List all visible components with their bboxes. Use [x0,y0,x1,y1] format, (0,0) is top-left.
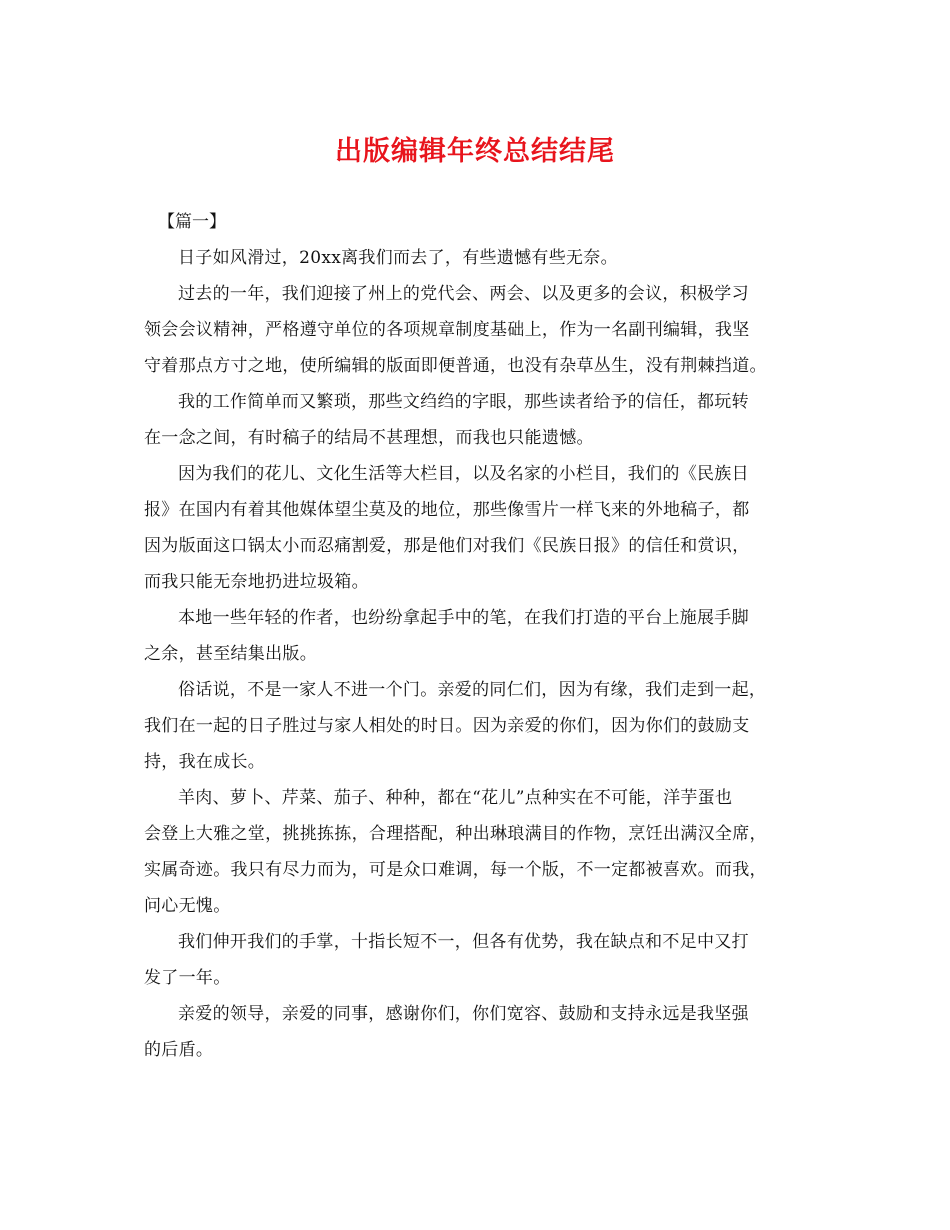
paragraph-line: 实属奇迹。我只有尽力而为，可是众口难调，每一个版，不一定都被喜欢。而我， [144,860,767,880]
paragraph-line: 持，我在成长。 [144,752,266,772]
paragraph-line: 我们在一起的日子胜过与家人相处的时日。因为亲爱的你们，因为你们的鼓励支 [144,716,750,736]
paragraph-line: 报》在国内有着其他媒体望尘莫及的地位，那些像雪片一样飞来的外地稿子，都 [144,500,750,520]
paragraph-line: 之余，甚至结集出版。 [144,644,317,664]
paragraph [144,780,814,924]
paragraph-line: 守着那点方寸之地，使所编辑的版面即便普通，也没有杂草丛生，没有荆棘挡道。 [144,356,767,376]
paragraph-line: 我们伸开我们的手掌，十指长短不一，但各有优势，我在缺点和不足中又打 [178,932,749,952]
paragraph-line: 因为版面这口锅太小而忍痛割爱，那是他们对我们《民族日报》的信任和赏识， [144,536,750,556]
paragraph-line: 本地一些年轻的作者，也纷纷拿起手中的笔，在我们打造的平台上施展手脚 [178,608,749,628]
paragraph [144,924,814,996]
paragraph-line: 因为我们的花儿、文化生活等大栏目，以及名家的小栏目，我们的《民族日 [178,464,749,484]
paragraph-line: 亲爱的领导，亲爱的同事，感谢你们，你们宽容、鼓励和支持永远是我坚强 [178,1004,749,1024]
paragraph [144,240,814,276]
paragraph-line: 会登上大雅之堂，挑挑拣拣，合理搭配，种出琳琅满目的作物，烹饪出满汉全席， [144,824,767,844]
paragraph [144,996,814,1068]
paragraph-line: 日子如风滑过，20xx离我们而去了，有些遗憾有些无奈。 [178,248,618,268]
paragraph-line: 而我只能无奈地扔进垃圾箱。 [144,572,369,592]
paragraph-line: 发了一年。 [144,968,231,988]
paragraph-line: 问心无愧。 [144,896,231,916]
paragraph [144,384,814,456]
paragraph [144,276,814,384]
paragraph-line: 过去的一年，我们迎接了州上的党代会、两会、以及更多的会议，积极学习 [178,284,749,304]
paragraph-line: 羊肉、萝卜、芹菜、茄子、种种，都在“花儿”点种实在不可能，洋芋蛋也 [178,788,733,808]
paragraph [144,600,814,672]
paragraph-line: 在一念之间，有时稿子的结局不甚理想，而我也只能遗憾。 [144,428,594,448]
section-heading: 【篇一】 [158,212,226,232]
paragraph-line: 领会会议精神，严格遵守单位的各项规章制度基础上，作为一名副刊编辑，我坚 [144,320,750,340]
paragraph-line: 俗话说，不是一家人不进一个门。亲爱的同仁们，因为有缘，我们走到一起， [178,680,767,700]
paragraph [144,672,814,780]
paragraph-line: 我的工作简单而又繁琐，那些文绉绉的字眼，那些读者给予的信任，都玩转 [178,392,749,412]
paragraph [144,456,814,600]
paragraph-line: 的后盾。 [144,1040,214,1060]
document-title: 出版编辑年终总结结尾 [335,136,615,167]
document-body [144,204,814,1068]
